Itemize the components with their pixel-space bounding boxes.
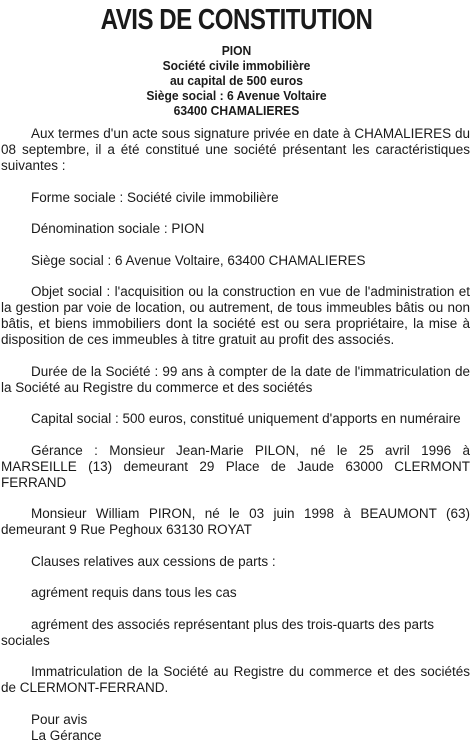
company-header	[17, 43, 457, 118]
company-name: PION	[221, 43, 252, 58]
company-type: Société civile immobilière	[162, 58, 311, 73]
share-capital-paragraph: Capital social : 500 euros, constitué uniquement d'apports en numéraire	[31, 411, 461, 426]
signature-line-1: Pour avis	[31, 711, 88, 727]
corporate-purpose-paragraph: Objet social : l'acquisition ou la construction en vue de l'administration et la gestion par voie de location, ou autrement, de tous immeubles bâtis ou non bâtis, et biens immobiliers dont la société est ou sera propriétaire, la mise à disposition de ces immeubles à titre gratuit au profit des associés.	[1, 284, 470, 347]
notice-body	[1, 126, 470, 744]
company-capital: au capital de 500 euros	[169, 73, 304, 88]
legal-form-paragraph: Forme sociale : Société civile immobilière	[31, 189, 279, 205]
company-name-paragraph: Dénomination sociale : PION	[31, 221, 205, 236]
signature-line-2: La Gérance	[31, 727, 102, 743]
management-paragraph: Gérance : Monsieur Jean-Marie PILON, né le 25 avril 1996 à MARSEILLE (13) demeurant 29 Place de Jaude 63000 CLERMONT FERRAND	[1, 442, 470, 490]
intro-paragraph: Aux termes d'un acte sous signature privée en date à CHAMALIERES du 08 septembre, il a été constitué une société présentant les caractéristiques suivantes :	[1, 126, 470, 173]
company-seat: Siège social : 6 Avenue Voltaire	[146, 88, 327, 103]
notice-title: AVIS DE CONSTITUTION	[100, 4, 373, 36]
registration-paragraph: Immatriculation de la Société au Registre du commerce et des sociétés de CLERMONT-FERRAND.	[1, 664, 470, 695]
approval-majority-paragraph: agrément des associés représentant plus des trois-quarts des parts sociales	[1, 616, 434, 648]
transfer-clauses-paragraph: Clauses relatives aux cessions de parts :	[31, 553, 276, 569]
company-city: 63400 CHAMALIERES	[173, 103, 300, 118]
registered-office-paragraph: Siège social : 6 Avenue Voltaire, 63400 CHAMALIERES	[31, 252, 366, 268]
signature-block	[1, 712, 470, 744]
second-manager-paragraph: Monsieur William PIRON, né le 03 juin 1998 à BEAUMONT (63) demeurant 9 Rue Peghoux 63130 ROYAT	[1, 506, 470, 537]
approval-all-cases-paragraph: agrément requis dans tous les cas	[31, 585, 237, 600]
duration-paragraph: Durée de la Société : 99 ans à compter de la date de l'immatriculation de la Société au Registre du commerce et des sociétés	[1, 363, 470, 395]
